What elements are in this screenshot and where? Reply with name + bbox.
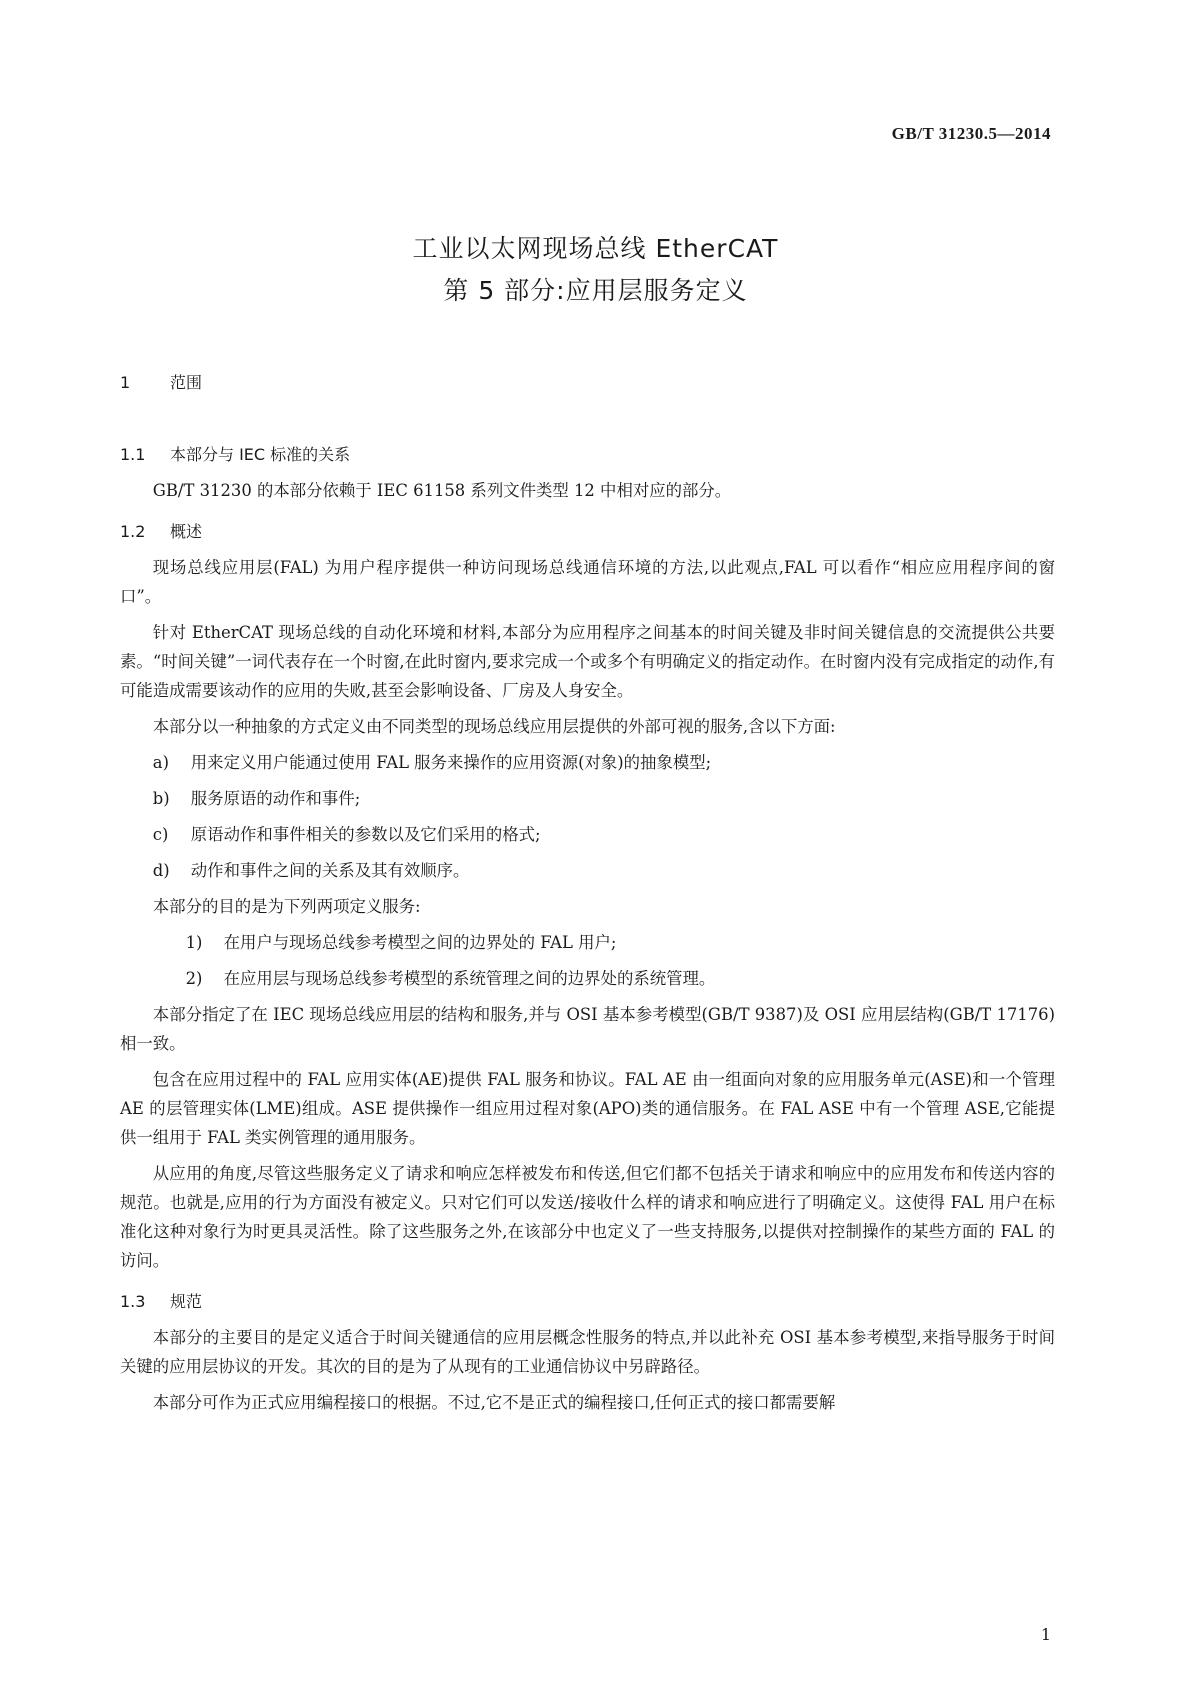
list-text: 动作和事件之间的关系及其有效顺序。 (190, 861, 470, 880)
paragraph: 本部分以一种抽象的方式定义由不同类型的现场总线应用层提供的外部可视的服务,含以下方面: (152, 717, 836, 736)
section-1-2-heading (120, 517, 1055, 546)
title-line-2: 第 5 部分:应用层服务定义 (443, 276, 748, 305)
list-text: 在用户与现场总线参考模型之间的边界处的 FAL 用户; (223, 933, 617, 952)
section-1-1-heading (120, 440, 1055, 469)
sub-list-item (120, 928, 1055, 957)
paragraph: 本部分的目的是为下列两项定义服务: (152, 897, 421, 916)
section-title: 概述 (170, 522, 203, 541)
page-number: 1 (1040, 1625, 1051, 1644)
list-marker: c) (152, 825, 169, 844)
section-title: 范围 (170, 373, 203, 392)
list-marker: 1) (185, 933, 203, 952)
list-marker: d) (152, 861, 170, 880)
paragraph: 本部分可作为正式应用编程接口的根据。不过,它不是正式的编程接口,任何正式的接口都需要解 (152, 1393, 836, 1412)
paragraph: 本部分指定了在 IEC 现场总线应用层的结构和服务,并与 OSI 基本参考模型(GB/T 9387)及 OSI 应用层结构(GB/T 17176)相一致。 (120, 1005, 1055, 1053)
list-item (120, 748, 1055, 777)
list-item (120, 856, 1055, 885)
section-number: 1 (120, 373, 131, 392)
section-number: 1.3 (120, 1292, 146, 1311)
section-number: 1.1 (120, 445, 146, 464)
paragraph: 从应用的角度,尽管这些服务定义了请求和响应怎样被发布和传送,但它们都不包括关于请求和响应中的应用发布和传送内容的规范。也就是,应用的行为方面没有被定义。只对它们可以发送/接收什么样的请求和响应进行了明确定义。这使得 FAL 用户在标准化这种对象行为时更具灵活性。除了这些服务之外,在该部分中也定义了一些支持服务,以提供对控制操作的某些方面的 FAL 的访问。 (120, 1164, 1055, 1270)
document-title (0, 228, 1191, 312)
standard-number: GB/T 31230.5—2014 (891, 124, 1051, 143)
list-item (120, 784, 1055, 813)
list-marker: 2) (185, 969, 203, 988)
section-title: 规范 (170, 1292, 203, 1311)
list-text: 在应用层与现场总线参考模型的系统管理之间的边界处的系统管理。 (223, 969, 716, 988)
section-1-heading (120, 368, 1055, 397)
list-marker: b) (152, 789, 170, 808)
list-text: 服务原语的动作和事件; (190, 789, 361, 808)
section-title: 本部分与 IEC 标准的关系 (170, 445, 351, 464)
sub-list-item (120, 964, 1055, 993)
list-text: 用来定义用户能通过使用 FAL 服务来操作的应用资源(对象)的抽象模型; (190, 753, 712, 772)
section-number: 1.2 (120, 522, 146, 541)
paragraph: 本部分的主要目的是定义适合于时间关键通信的应用层概念性服务的特点,并以此补充 OSI 基本参考模型,来指导服务于时间关键的应用层协议的开发。其次的目的是为了从现有的工业通信协议中另辟路径。 (120, 1328, 1055, 1376)
section-1-3-heading (120, 1287, 1055, 1316)
paragraph: 包含在应用过程中的 FAL 应用实体(AE)提供 FAL 服务和协议。FAL AE 由一组面向对象的应用服务单元(ASE)和一个管理 AE 的层管理实体(LME)组成。ASE 提供操作一组应用过程对象(APO)类的通信服务。在 FAL ASE 中有一个管理 ASE,它能提供一组用于 FAL 类实例管理的通用服务。 (120, 1070, 1055, 1147)
paragraph: 现场总线应用层(FAL) 为用户程序提供一种访问现场总线通信环境的方法,以此观点,FAL 可以看作“相应应用程序间的窗口”。 (120, 558, 1055, 606)
paragraph: 针对 EtherCAT 现场总线的自动化环境和材料,本部分为应用程序之间基本的时间关键及非时间关键信息的交流提供公共要素。“时间关键”一词代表存在一个时窗,在此时窗内,要求完成一个或多个有明确定义的指定动作。在时窗内没有完成指定的动作,有可能造成需要该动作的应用的失败,甚至会影响设备、厂房及人身安全。 (120, 623, 1055, 700)
list-item (120, 820, 1055, 849)
document-body (120, 368, 1055, 1424)
list-text: 原语动作和事件相关的参数以及它们采用的格式; (190, 825, 541, 844)
title-line-1: 工业以太网现场总线 EtherCAT (412, 234, 779, 263)
paragraph: GB/T 31230 的本部分依赖于 IEC 61158 系列文件类型 12 中相对应的部分。 (152, 481, 732, 500)
list-marker: a) (152, 753, 169, 772)
